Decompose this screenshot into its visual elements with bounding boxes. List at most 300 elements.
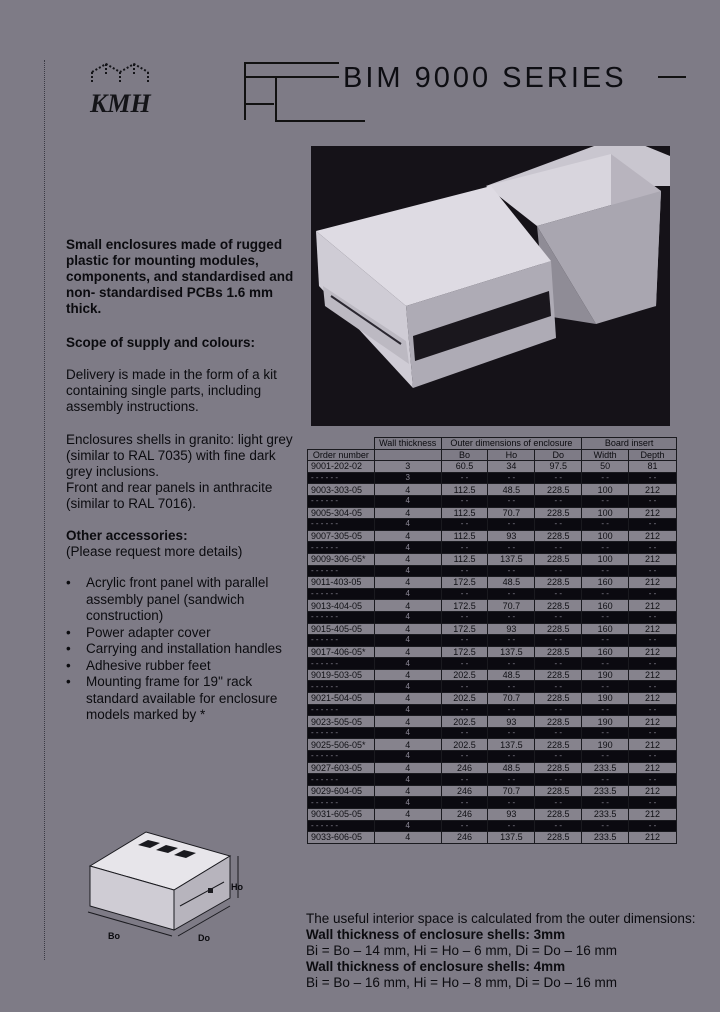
diagram-label-do: Do xyxy=(198,933,210,943)
list-item: • Adhesive rubber feet xyxy=(66,657,211,673)
table-row xyxy=(308,669,677,681)
table-cell: 4 xyxy=(374,507,441,519)
order-number-cell: 9023-505-05 xyxy=(308,716,375,728)
table-cell: 97.5 xyxy=(535,461,582,473)
table-cell: 190 xyxy=(582,739,629,751)
delivery-text: Delivery is made in the form of a kit containing single parts, including assembly instructions. xyxy=(66,367,277,414)
intro-text: Small enclosures made of rugged plastic for mounting modules, components, and standardised and non- standardised PCBs 1.6 mm thick. xyxy=(66,237,294,316)
table-row xyxy=(308,542,677,554)
table-column-header-row xyxy=(308,449,677,461)
table-cell: 233.5 xyxy=(582,832,629,844)
other-accessories-heading: Other accessories: xyxy=(66,528,188,543)
table-cell: - - xyxy=(488,611,535,623)
table-cell: 70.7 xyxy=(488,507,535,519)
table-cell: - - xyxy=(441,635,488,647)
table-cell: 190 xyxy=(582,669,629,681)
table-cell: 137.5 xyxy=(488,739,535,751)
table-cell: - - xyxy=(488,820,535,832)
table-row xyxy=(308,727,677,739)
order-number-cell: 9003-303-05 xyxy=(308,484,375,496)
table-cell: - - xyxy=(488,495,535,507)
table-row xyxy=(308,658,677,670)
shells-line: (similar to RAL 7016). xyxy=(66,496,197,511)
table-row xyxy=(308,611,677,623)
table-cell: 228.5 xyxy=(535,530,582,542)
order-number-cell: - - - - - - xyxy=(308,774,375,786)
table-cell: - - xyxy=(535,820,582,832)
table-cell: - - xyxy=(535,495,582,507)
table-cell: 81 xyxy=(629,461,677,473)
table-cell: 212 xyxy=(629,577,677,589)
table-cell: 212 xyxy=(629,530,677,542)
scope-heading: Scope of supply and colours: xyxy=(66,335,256,350)
table-cell: 228.5 xyxy=(535,762,582,774)
table-cell: 4 xyxy=(374,577,441,589)
table-row xyxy=(308,762,677,774)
header-rule-bottom xyxy=(275,120,365,122)
diagram-label-ho: Ho xyxy=(231,882,243,892)
company-logo xyxy=(84,58,158,120)
table-cell: 233.5 xyxy=(582,809,629,821)
table-row xyxy=(308,553,677,565)
table-cell: - - xyxy=(441,820,488,832)
list-item: • Mounting frame for 19" rack standard available for enclosure models marked by * xyxy=(66,674,278,722)
table-cell: 228.5 xyxy=(535,809,582,821)
table-cell: 4 xyxy=(374,565,441,577)
table-row xyxy=(308,739,677,751)
table-cell: - - xyxy=(629,472,677,484)
table-row xyxy=(308,704,677,716)
table-cell: 160 xyxy=(582,600,629,612)
table-cell: - - xyxy=(488,774,535,786)
table-cell: - - xyxy=(629,588,677,600)
table-cell: 172.5 xyxy=(441,600,488,612)
table-cell: 190 xyxy=(582,693,629,705)
order-number-cell: - - - - - - xyxy=(308,820,375,832)
header-rule-mid xyxy=(244,76,339,78)
table-cell: 4 xyxy=(374,588,441,600)
table-cell: 50 xyxy=(582,461,629,473)
table-cell: 4 xyxy=(374,669,441,681)
table-cell: - - xyxy=(441,774,488,786)
table-cell: 4 xyxy=(374,658,441,670)
table-cell: - - xyxy=(629,495,677,507)
table-cell: - - xyxy=(582,658,629,670)
table-cell: 4 xyxy=(374,785,441,797)
table-cell: - - xyxy=(629,751,677,763)
order-number-cell: 9019-503-05 xyxy=(308,669,375,681)
table-cell: 246 xyxy=(441,785,488,797)
dimensions-table xyxy=(307,437,677,844)
table-cell: - - xyxy=(582,611,629,623)
table-cell: 4 xyxy=(374,774,441,786)
table-cell: - - xyxy=(535,774,582,786)
order-number-cell: - - - - - - xyxy=(308,681,375,693)
margin-dotted-line xyxy=(44,60,45,960)
table-cell: 228.5 xyxy=(535,785,582,797)
table-cell: 160 xyxy=(582,623,629,635)
table-cell: - - xyxy=(488,565,535,577)
table-cell: 212 xyxy=(629,739,677,751)
table-cell: - - xyxy=(629,704,677,716)
table-cell: 137.5 xyxy=(488,553,535,565)
table-cell: 246 xyxy=(441,832,488,844)
table-cell: - - xyxy=(582,519,629,531)
table-cell: 100 xyxy=(582,507,629,519)
table-cell: 233.5 xyxy=(582,785,629,797)
table-cell: 202.5 xyxy=(441,669,488,681)
table-cell: - - xyxy=(488,519,535,531)
order-number-cell: - - - - - - xyxy=(308,611,375,623)
header-rule-top xyxy=(244,62,339,64)
list-item: • Carrying and installation handles xyxy=(66,641,282,656)
table-cell: 60.5 xyxy=(441,461,488,473)
table-column-header: Width xyxy=(582,449,629,461)
table-cell: - - xyxy=(629,658,677,670)
table-row xyxy=(308,681,677,693)
table-cell: - - xyxy=(488,797,535,809)
table-cell: 228.5 xyxy=(535,484,582,496)
table-cell: 4 xyxy=(374,611,441,623)
table-cell: - - xyxy=(535,472,582,484)
table-cell: 172.5 xyxy=(441,577,488,589)
order-number-cell: 9029-604-05 xyxy=(308,785,375,797)
order-number-cell: - - - - - - xyxy=(308,472,375,484)
table-cell: - - xyxy=(535,658,582,670)
table-cell: 212 xyxy=(629,785,677,797)
header-rule-lower xyxy=(244,103,274,105)
table-cell: 137.5 xyxy=(488,832,535,844)
table-cell: 93 xyxy=(488,530,535,542)
table-cell: 212 xyxy=(629,646,677,658)
wall3-formula: Bi = Bo – 14 mm, Hi = Ho – 6 mm, Di = Do – 16 mm xyxy=(306,943,617,958)
table-cell: 160 xyxy=(582,646,629,658)
table-row xyxy=(308,716,677,728)
order-number-cell: 9011-403-05 xyxy=(308,577,375,589)
table-cell: 228.5 xyxy=(535,716,582,728)
table-cell: 212 xyxy=(629,693,677,705)
table-cell: - - xyxy=(629,565,677,577)
table-cell: 100 xyxy=(582,484,629,496)
table-cell: - - xyxy=(488,542,535,554)
table-cell: - - xyxy=(488,681,535,693)
table-cell: 212 xyxy=(629,484,677,496)
table-cell: - - xyxy=(441,472,488,484)
table-cell: 4 xyxy=(374,797,441,809)
table-cell: - - xyxy=(535,519,582,531)
page-title: BIM 9000 SERIES xyxy=(343,62,627,94)
table-header-blank xyxy=(308,438,375,450)
table-row xyxy=(308,774,677,786)
table-cell: 172.5 xyxy=(441,623,488,635)
table-row xyxy=(308,600,677,612)
table-row xyxy=(308,530,677,542)
table-cell: - - xyxy=(535,797,582,809)
table-cell: - - xyxy=(582,797,629,809)
other-accessories-note: (Please request more details) xyxy=(66,544,243,559)
table-cell: 70.7 xyxy=(488,785,535,797)
table-cell: 202.5 xyxy=(441,716,488,728)
table-cell: 228.5 xyxy=(535,739,582,751)
order-number-cell: - - - - - - xyxy=(308,658,375,670)
table-cell: 4 xyxy=(374,832,441,844)
table-cell: 160 xyxy=(582,577,629,589)
table-cell: 4 xyxy=(374,739,441,751)
order-number-cell: - - - - - - xyxy=(308,704,375,716)
table-row xyxy=(308,577,677,589)
table-cell: - - xyxy=(441,542,488,554)
order-number-cell: 9033-606-05 xyxy=(308,832,375,844)
table-cell: 3 xyxy=(374,472,441,484)
table-cell: 93 xyxy=(488,716,535,728)
order-number-cell: - - - - - - xyxy=(308,635,375,647)
table-cell: 4 xyxy=(374,600,441,612)
table-cell: - - xyxy=(488,658,535,670)
table-cell: - - xyxy=(629,797,677,809)
table-cell: 228.5 xyxy=(535,507,582,519)
header-rule-left-vertical xyxy=(244,62,246,120)
table-cell: 233.5 xyxy=(582,762,629,774)
table-row xyxy=(308,785,677,797)
table-column-header: Depth xyxy=(629,449,677,461)
table-cell: 34 xyxy=(488,461,535,473)
table-cell: - - xyxy=(535,611,582,623)
table-cell: 70.7 xyxy=(488,693,535,705)
table-cell: - - xyxy=(441,495,488,507)
order-number-cell: 9021-504-05 xyxy=(308,693,375,705)
table-row xyxy=(308,519,677,531)
table-column-header: Order number xyxy=(308,449,375,461)
table-cell: 4 xyxy=(374,519,441,531)
table-cell: 212 xyxy=(629,669,677,681)
table-cell: 172.5 xyxy=(441,646,488,658)
table-cell: 228.5 xyxy=(535,623,582,635)
table-cell: 100 xyxy=(582,530,629,542)
table-cell: - - xyxy=(488,472,535,484)
table-row xyxy=(308,820,677,832)
list-item: • Acrylic front panel with parallel assembly panel (sandwich construction) xyxy=(66,575,269,623)
table-cell: - - xyxy=(582,565,629,577)
wall3-heading: Wall thickness of enclosure shells: 3mm xyxy=(306,927,566,942)
table-cell: 112.5 xyxy=(441,507,488,519)
table-cell: - - xyxy=(582,704,629,716)
table-cell: 212 xyxy=(629,762,677,774)
order-number-cell: 9009-306-05* xyxy=(308,553,375,565)
table-row xyxy=(308,565,677,577)
table-cell: - - xyxy=(535,635,582,647)
table-cell: - - xyxy=(488,751,535,763)
order-number-cell: 9005-304-05 xyxy=(308,507,375,519)
table-cell: - - xyxy=(488,635,535,647)
table-row xyxy=(308,809,677,821)
table-cell: - - xyxy=(441,519,488,531)
shells-line: Front and rear panels in anthracite xyxy=(66,480,273,495)
table-cell: - - xyxy=(582,495,629,507)
table-cell: - - xyxy=(629,681,677,693)
table-cell: - - xyxy=(488,588,535,600)
table-cell: 228.5 xyxy=(535,693,582,705)
table-cell: - - xyxy=(535,681,582,693)
table-cell: 70.7 xyxy=(488,600,535,612)
table-cell: 228.5 xyxy=(535,832,582,844)
table-cell: - - xyxy=(629,519,677,531)
order-number-cell: - - - - - - xyxy=(308,542,375,554)
table-cell: 4 xyxy=(374,716,441,728)
table-cell: 4 xyxy=(374,553,441,565)
table-cell: 4 xyxy=(374,809,441,821)
table-cell: 246 xyxy=(441,809,488,821)
table-cell: - - xyxy=(535,751,582,763)
table-cell: - - xyxy=(582,635,629,647)
table-cell: 4 xyxy=(374,820,441,832)
table-group-header: Outer dimensions of enclosure xyxy=(441,438,582,450)
table-cell: 48.5 xyxy=(488,484,535,496)
bullet-icon: • xyxy=(66,624,71,640)
diagram-label-bo: Bo xyxy=(108,931,120,941)
table-cell: - - xyxy=(582,681,629,693)
table-cell: 4 xyxy=(374,704,441,716)
table-row xyxy=(308,507,677,519)
order-number-cell: 9031-605-05 xyxy=(308,809,375,821)
table-group-header-row xyxy=(308,438,677,450)
table-cell: - - xyxy=(535,542,582,554)
table-cell: 112.5 xyxy=(441,553,488,565)
table-cell: 228.5 xyxy=(535,600,582,612)
table-cell: 137.5 xyxy=(488,646,535,658)
table-row xyxy=(308,751,677,763)
table-cell: 212 xyxy=(629,623,677,635)
bullet-icon: • xyxy=(66,575,71,590)
table-cell: 190 xyxy=(582,716,629,728)
table-cell: - - xyxy=(441,611,488,623)
table-cell: 100 xyxy=(582,553,629,565)
table-cell: 4 xyxy=(374,495,441,507)
table-column-header: Do xyxy=(535,449,582,461)
table-row xyxy=(308,484,677,496)
product-photo xyxy=(311,146,670,426)
order-number-cell: - - - - - - xyxy=(308,565,375,577)
table-cell: 4 xyxy=(374,542,441,554)
table-cell: - - xyxy=(535,704,582,716)
table-cell: - - xyxy=(441,704,488,716)
table-cell: - - xyxy=(582,588,629,600)
table-row xyxy=(308,646,677,658)
table-cell: 4 xyxy=(374,727,441,739)
table-cell: 93 xyxy=(488,623,535,635)
interior-space-intro: The useful interior space is calculated from the outer dimensions: xyxy=(306,911,696,926)
table-row xyxy=(308,623,677,635)
list-item: • Power adapter cover xyxy=(66,624,211,640)
table-row xyxy=(308,588,677,600)
table-cell: - - xyxy=(441,751,488,763)
table-cell: 4 xyxy=(374,623,441,635)
table-cell: - - xyxy=(582,820,629,832)
table-cell: - - xyxy=(535,727,582,739)
table-cell: 48.5 xyxy=(488,762,535,774)
table-row xyxy=(308,472,677,484)
table-cell: 228.5 xyxy=(535,646,582,658)
table-cell: - - xyxy=(441,588,488,600)
table-cell: - - xyxy=(535,588,582,600)
order-number-cell: 9015-405-05 xyxy=(308,623,375,635)
accessories-list xyxy=(66,575,301,724)
bullet-icon: • xyxy=(66,674,71,689)
bullet-icon: • xyxy=(66,641,71,656)
table-row xyxy=(308,495,677,507)
order-number-cell: 9025-506-05* xyxy=(308,739,375,751)
table-cell: 48.5 xyxy=(488,577,535,589)
table-cell: 4 xyxy=(374,762,441,774)
table-cell: - - xyxy=(582,774,629,786)
table-row xyxy=(308,693,677,705)
table-cell: - - xyxy=(582,472,629,484)
order-number-cell: - - - - - - xyxy=(308,797,375,809)
table-cell: 93 xyxy=(488,809,535,821)
table-group-header: Wall thickness xyxy=(374,438,441,450)
table-column-header xyxy=(374,449,441,461)
table-cell: - - xyxy=(582,751,629,763)
order-number-cell: 9017-406-05* xyxy=(308,646,375,658)
table-cell: 228.5 xyxy=(535,669,582,681)
table-cell: - - xyxy=(629,727,677,739)
table-row xyxy=(308,461,677,473)
table-cell: 48.5 xyxy=(488,669,535,681)
table-cell: 202.5 xyxy=(441,739,488,751)
table-cell: 228.5 xyxy=(535,553,582,565)
table-cell: 212 xyxy=(629,600,677,612)
table-cell: 4 xyxy=(374,530,441,542)
table-group-header: Board insert xyxy=(582,438,677,450)
table-cell: - - xyxy=(441,565,488,577)
table-cell: 4 xyxy=(374,681,441,693)
table-cell: 246 xyxy=(441,762,488,774)
order-number-cell: - - - - - - xyxy=(308,751,375,763)
table-cell: - - xyxy=(629,820,677,832)
table-cell: 4 xyxy=(374,484,441,496)
shells-line: (similar to RAL 7035) with fine dark xyxy=(66,448,276,463)
table-cell: 212 xyxy=(629,832,677,844)
header-rule-right xyxy=(658,76,686,78)
order-number-cell: - - - - - - xyxy=(308,588,375,600)
table-cell: - - xyxy=(582,727,629,739)
order-number-cell: 9013-404-05 xyxy=(308,600,375,612)
table-cell: 3 xyxy=(374,461,441,473)
table-cell: 4 xyxy=(374,693,441,705)
table-cell: 228.5 xyxy=(535,577,582,589)
order-number-cell: 9001-202-02 xyxy=(308,461,375,473)
table-column-header: Ho xyxy=(488,449,535,461)
table-cell: - - xyxy=(629,542,677,554)
table-cell: - - xyxy=(441,681,488,693)
table-cell: 112.5 xyxy=(441,484,488,496)
order-number-cell: 9007-305-05 xyxy=(308,530,375,542)
header-rule-vertical xyxy=(275,76,277,120)
table-row xyxy=(308,832,677,844)
table-cell: - - xyxy=(488,704,535,716)
table-cell: 212 xyxy=(629,507,677,519)
table-column-header: Bo xyxy=(441,449,488,461)
table-cell: - - xyxy=(582,542,629,554)
table-cell: 4 xyxy=(374,646,441,658)
table-cell: - - xyxy=(488,727,535,739)
table-cell: - - xyxy=(441,658,488,670)
wall4-heading: Wall thickness of enclosure shells: 4mm xyxy=(306,959,566,974)
order-number-cell: - - - - - - xyxy=(308,495,375,507)
wall4-formula: Bi = Bo – 16 mm, Hi = Ho – 8 mm, Di = Do – 16 mm xyxy=(306,975,617,990)
table-cell: - - xyxy=(629,611,677,623)
shells-line: grey inclusions. xyxy=(66,464,160,479)
shells-line: Enclosures shells in granito: light grey xyxy=(66,432,293,447)
